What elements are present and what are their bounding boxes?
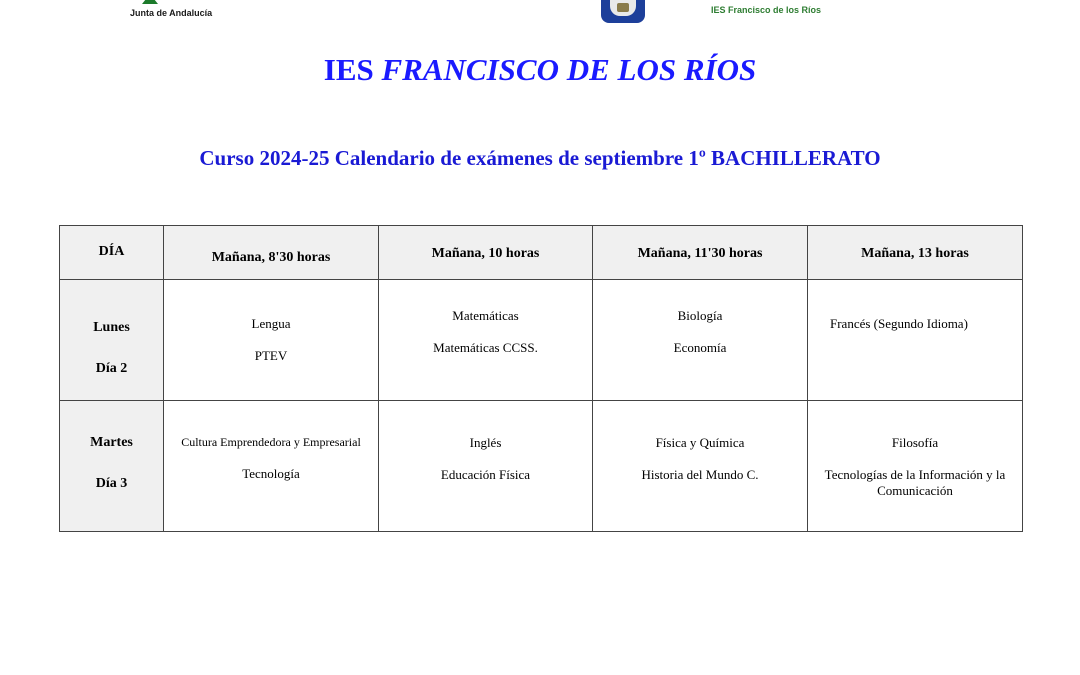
exam-cell (164, 280, 379, 401)
title-prefix: IES (323, 52, 382, 87)
school-small-label: IES Francisco de los Ríos (711, 5, 822, 15)
junta-label: Junta de Andalucía (130, 8, 213, 18)
subject: Francés (Segundo Idioma) (830, 316, 968, 331)
subject: Matemáticas (452, 308, 519, 323)
header-slot-1: Mañana, 8'30 horas (164, 226, 379, 280)
subject: Educación Física (440, 467, 531, 482)
day-name: Martes (90, 435, 133, 450)
day-cell (60, 280, 164, 401)
exam-cell (379, 280, 593, 401)
table-row (60, 401, 1023, 532)
exam-cell (808, 280, 1023, 401)
subject: Tecnologías de la Información y la Comunicación (824, 467, 1006, 498)
title-name: FRANCISCO DE LOS RÍOS (381, 52, 757, 87)
subject: Tecnología (242, 466, 300, 481)
exam-cell (379, 401, 593, 532)
exam-cell (593, 280, 808, 401)
subject: Matemáticas CCSS. (433, 340, 538, 355)
page-subtitle: Curso 2024-25 Calendario de exámenes de septiembre 1º BACHILLERATO (199, 146, 881, 170)
header-slot-4: Mañana, 13 horas (808, 226, 1023, 280)
subject: Economía (673, 340, 727, 355)
exam-cell (808, 401, 1023, 532)
header-day: DÍA (60, 226, 164, 280)
day-name: Lunes (93, 320, 130, 335)
school-crest-icon (601, 0, 645, 23)
exam-cell (164, 401, 379, 532)
day-date: Día 2 (95, 361, 128, 376)
table-row (60, 280, 1023, 401)
subject: Lengua (251, 316, 291, 331)
subject: Inglés (469, 435, 502, 450)
subject: PTEV (254, 348, 288, 363)
page-title (0, 52, 1080, 88)
exam-cell (593, 401, 808, 532)
subject: Filosofía (891, 435, 939, 450)
header-slot-3: Mañana, 11'30 horas (593, 226, 808, 280)
header-slot-2: Mañana, 10 horas (379, 226, 593, 280)
table-header-row (60, 226, 1023, 280)
exam-schedule-table (59, 225, 1023, 532)
subject: Física y Química (655, 435, 745, 450)
subject: Historia del Mundo C. (641, 467, 759, 482)
day-cell (60, 401, 164, 532)
junta-logo-icon (142, 0, 158, 4)
junta-logo (120, 0, 220, 22)
subject: Biología (677, 308, 723, 323)
day-date: Día 3 (95, 476, 128, 491)
subject: Cultura Emprendedora y Empresarial (181, 435, 361, 449)
